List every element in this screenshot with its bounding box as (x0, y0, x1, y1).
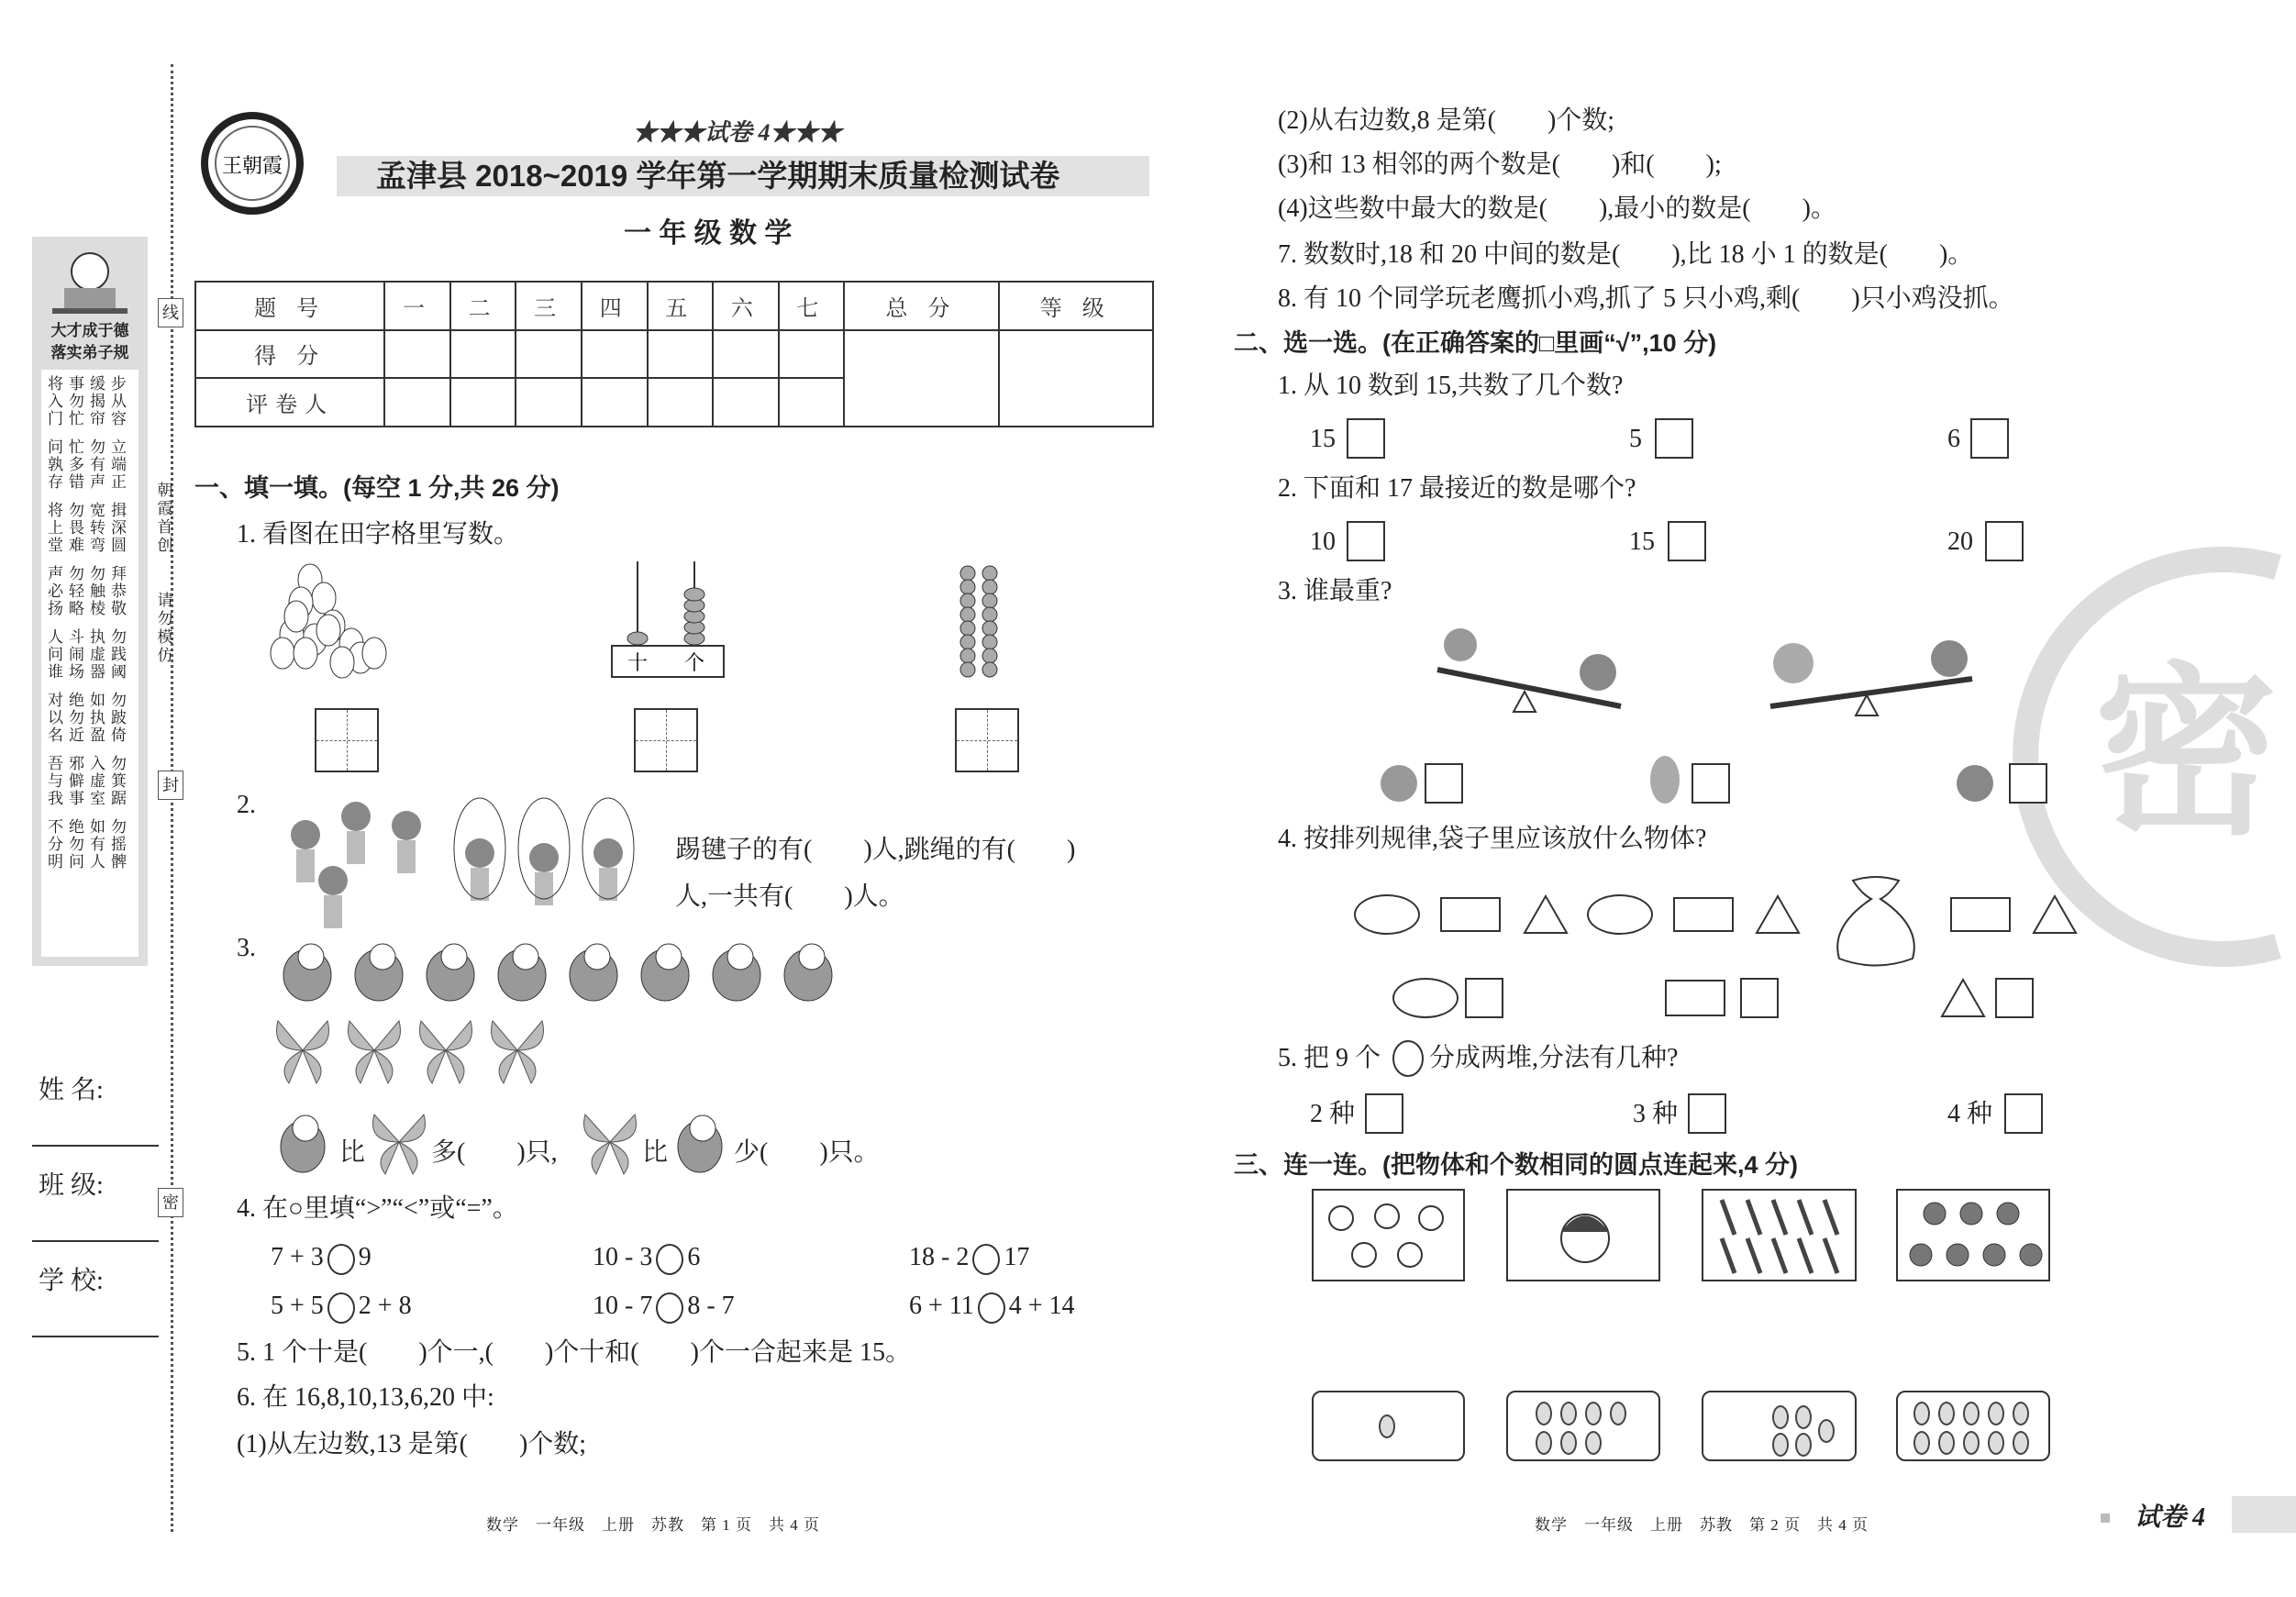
comparison-right: 17 (1004, 1243, 1030, 1271)
poem-row: 声勿勿拜 (48, 565, 132, 582)
poem-row: 堂难弯圆 (48, 537, 132, 554)
child-body (397, 840, 416, 873)
balloon (362, 638, 386, 669)
tab-decor (2101, 1514, 2110, 1523)
bee-head (656, 944, 682, 970)
binding-mark-feng: 封 (158, 771, 183, 800)
q7-text: 7. 数数时,18 和 20 中间的数是( ),比 18 小 1 的数是( )。 (1278, 240, 1974, 269)
s2-q3-checkbox-monkey[interactable] (1425, 763, 1463, 804)
binding-mark-xian: 线 (158, 298, 183, 327)
count-dot (1772, 1433, 1789, 1457)
motto-line-1: 大才成于德 (50, 322, 129, 339)
q6-part1: (1)从左边数,13 是第( )个数; (237, 1430, 587, 1458)
picture-card-pencils[interactable] (1702, 1189, 1857, 1281)
grader-cell[interactable] (713, 378, 779, 427)
comparison-circle-input[interactable] (972, 1244, 1000, 1275)
bead (960, 580, 975, 594)
q6-part2: (2)从右边数,8 是第( )个数; (1278, 106, 1615, 135)
circle-shape (1354, 894, 1420, 935)
flower (1910, 1244, 1932, 1266)
triangle-shape (2032, 894, 2078, 935)
panda-icon (1952, 758, 1998, 809)
bead-strings-illustration (954, 564, 1009, 693)
boy-face-picture (1508, 1191, 1662, 1283)
child-body (599, 868, 617, 901)
motto-sidebar (32, 237, 148, 966)
comparison-item (271, 1291, 412, 1324)
s2-q2-checkbox[interactable] (1985, 521, 2024, 561)
poem-row: 人斗执勿 (48, 628, 132, 646)
pencil (1825, 1200, 1837, 1235)
poem-stanza (45, 375, 135, 427)
pencil (1799, 1238, 1812, 1273)
q3-fewer-blank: 少( )只。 (734, 1138, 880, 1167)
row-label: 评卷人 (195, 378, 384, 427)
butterflies-row (271, 1014, 564, 1087)
comparison-circle-input[interactable] (656, 1292, 683, 1324)
count-dot (1585, 1402, 1602, 1425)
shuttlecock-child (291, 820, 320, 849)
bee-icon (271, 1105, 335, 1179)
s2-q1-checkbox[interactable] (1347, 418, 1385, 459)
exam-series: ★★★试卷 4★★★ (633, 119, 842, 146)
comparison-circle-input[interactable] (327, 1244, 355, 1275)
poem-row: 名近盈倚 (48, 726, 132, 744)
count-dot (1913, 1402, 1930, 1425)
poem-row: 孰多有端 (48, 456, 132, 473)
count-dot (1938, 1431, 1955, 1455)
grader-cell[interactable] (779, 378, 845, 427)
butterfly (420, 1021, 472, 1083)
count-dot (1795, 1433, 1812, 1457)
option-circle-shape (1392, 978, 1459, 1018)
count-dot (1963, 1431, 1980, 1455)
child-body (296, 849, 315, 882)
circle-shape (1587, 894, 1653, 935)
child-body (324, 895, 342, 928)
watermark-text: 密 (2093, 647, 2279, 860)
poem-row: 对绝如勿 (48, 692, 132, 709)
butterfly-icon (367, 1105, 431, 1179)
s2-q5-option-label: 2 种 (1310, 1100, 1356, 1128)
s2-q5-option-label: 3 种 (1633, 1100, 1679, 1128)
s2-q5-checkbox[interactable] (2004, 1093, 2043, 1134)
grader-cell[interactable] (450, 378, 516, 427)
s2-q5-text-post: 分成两堆,分法有几种? (1429, 1044, 1679, 1072)
class-label: 班 级: (39, 1171, 104, 1200)
dot-card[interactable] (1506, 1391, 1660, 1461)
s2-q2-text: 2. 下面和 17 最接近的数是哪个? (1278, 474, 1636, 503)
s2-q2-option-label: 20 (1947, 527, 1973, 556)
poem-row: 必轻触恭 (48, 582, 132, 600)
poem-row: 我事室踞 (48, 790, 132, 807)
picture-card-boy[interactable] (1506, 1189, 1660, 1281)
bag-icon (1821, 871, 1931, 972)
count-dot (1536, 1402, 1552, 1425)
s2-q3-checkbox-panda[interactable] (2009, 763, 2047, 804)
grader-cell[interactable] (384, 378, 450, 427)
q1-text: 1. 看图在田字格里写数。 (237, 520, 520, 549)
abacus-label-ones: 个 (683, 651, 705, 674)
answer-grid-beads[interactable] (955, 708, 1019, 772)
comparison-right: 4 + 14 (1008, 1292, 1075, 1320)
section2-heading: 二、选一选。(在正确答案的□里画“√”,10 分) (1234, 329, 1717, 357)
bead (982, 621, 997, 636)
class-field[interactable] (32, 1240, 159, 1242)
bead (960, 649, 975, 663)
poem-row: 明问人髀 (48, 853, 132, 871)
triangle-shape (1523, 894, 1569, 935)
square-shape (1950, 897, 2011, 932)
count-dot (1772, 1405, 1789, 1429)
butterfly (349, 1021, 401, 1083)
s2-q5-checkbox[interactable] (1365, 1093, 1403, 1134)
q3-number: 3. (237, 934, 256, 962)
answer-grid-balloons[interactable] (315, 708, 379, 772)
flower (2020, 1244, 2042, 1266)
table-header: 五 (648, 282, 714, 330)
balloon (312, 582, 336, 614)
pencil (1722, 1200, 1735, 1235)
comparison-circle-input[interactable] (978, 1292, 1005, 1324)
s2-q2-option-label: 10 (1310, 527, 1336, 556)
logo-text: 王朝霞 (221, 155, 283, 178)
q2-number: 2. (237, 791, 256, 819)
butterfly (277, 1021, 329, 1083)
s2-q5-option-label: 4 种 (1947, 1100, 1993, 1128)
deer-icon (1642, 743, 1688, 807)
s2-q5-text-pre: 5. 把 9 个 (1278, 1044, 1381, 1072)
pencils-picture (1703, 1191, 1858, 1283)
flower (1983, 1244, 2005, 1266)
circles-picture (1314, 1191, 1467, 1283)
child-body (535, 872, 553, 905)
comparison-circle-input[interactable] (656, 1244, 683, 1275)
pencil (1799, 1200, 1812, 1235)
bee-head (513, 944, 538, 970)
bead (982, 662, 997, 677)
poem-stanza (45, 692, 135, 744)
s2-q1-checkbox[interactable] (1655, 418, 1693, 459)
table-header: 七 (779, 282, 845, 330)
q3-compare-bi-2: 比 (642, 1138, 669, 1167)
q3-more-blank: 多( )只, (431, 1138, 558, 1167)
q6-part3: (3)和 13 相邻的两个数是( )和( ); (1278, 150, 1722, 179)
poem-row: 上畏转深 (48, 519, 132, 537)
score-cell[interactable] (582, 330, 648, 379)
student-reading-illustration (32, 244, 148, 327)
total-score-cell[interactable] (844, 330, 998, 427)
notice-original: 朝霞首创 (157, 482, 173, 554)
count-dot (2013, 1431, 2029, 1455)
comparison-right: 2 + 8 (358, 1292, 412, 1320)
answer-grid-abacus[interactable] (634, 708, 698, 772)
count-dot (1610, 1402, 1626, 1425)
poem-stanza (45, 502, 135, 554)
s2-q1-option-label: 15 (1310, 425, 1336, 453)
count-dot (1963, 1402, 1980, 1425)
table-header: 等 级 (999, 282, 1153, 330)
dot-card[interactable] (1312, 1391, 1465, 1461)
comparison-item (909, 1291, 1075, 1324)
rope-child (593, 838, 623, 868)
balloons-illustration (273, 561, 393, 690)
pencil (1825, 1238, 1837, 1273)
seesaw-monkey-panda (1433, 622, 1625, 723)
comparison-item (909, 1242, 1029, 1275)
s2-q3-text: 3. 谁最重? (1278, 577, 1392, 605)
notice-no-copy: 请勿模仿 (157, 592, 173, 664)
name-field[interactable] (32, 1145, 159, 1147)
comparison-item (271, 1242, 372, 1275)
butterfly (492, 1021, 544, 1083)
balloon (284, 601, 308, 632)
table-header: 四 (582, 282, 648, 330)
table-header: 一 (384, 282, 450, 330)
triangle-shape (1755, 894, 1801, 935)
bee-icon (668, 1105, 732, 1179)
poem-row: 谁场器阈 (48, 663, 132, 681)
score-table (194, 281, 1154, 427)
s2-q5-checkbox[interactable] (1688, 1093, 1726, 1134)
bee-head (727, 944, 753, 970)
grade-cell[interactable] (999, 330, 1153, 427)
s2-q1-checkbox[interactable] (1970, 418, 2009, 459)
q4-text: 4. 在○里填“>”“<”或“=”。 (237, 1194, 518, 1223)
comparison-right: 9 (358, 1243, 372, 1271)
bees-row (271, 925, 858, 1007)
bead (982, 635, 997, 649)
poem-row: 将勿宽揖 (48, 502, 132, 519)
score-cell[interactable] (516, 330, 582, 379)
comparison-left: 5 + 5 (271, 1292, 324, 1320)
count-dot (1988, 1431, 2004, 1455)
s2-q2-option-label: 15 (1629, 527, 1655, 556)
pencil (1747, 1200, 1760, 1235)
count-dot (1379, 1414, 1395, 1438)
shuttlecock-child (318, 866, 348, 895)
square-shape (1673, 897, 1734, 932)
wangzhaoxia-logo (202, 101, 303, 220)
comparison-item (593, 1291, 735, 1324)
comparison-left: 6 + 11 (909, 1292, 974, 1320)
score-cell[interactable] (450, 330, 516, 379)
rope-child (465, 838, 494, 868)
pencil (1773, 1238, 1786, 1273)
comparison-left: 10 - 7 (593, 1292, 653, 1320)
option-square-shape (1665, 980, 1725, 1016)
poem-row: 与僻虚箕 (48, 772, 132, 790)
dot-card[interactable] (1702, 1391, 1857, 1461)
grader-cell[interactable] (648, 378, 714, 427)
count-dot (1913, 1431, 1930, 1455)
bead (960, 662, 975, 677)
s2-q1-option-label: 5 (1629, 425, 1642, 453)
row-label: 得 分 (195, 330, 384, 379)
poem-row: 问忙勿立 (48, 438, 132, 456)
s2-q4-checkbox-triangle[interactable] (1995, 978, 2034, 1018)
poem-row: 将事缓步 (48, 375, 132, 393)
balloon (330, 647, 354, 678)
exam-tab-label: 试卷 4 (2135, 1503, 2206, 1532)
count-dot (1988, 1402, 2004, 1425)
poem-row: 入勿揭从 (48, 393, 132, 410)
poem-row: 吾邪入勿 (48, 755, 132, 772)
child-body (347, 831, 365, 864)
section1-heading: 一、填一填。(每空 1 分,共 26 分) (194, 474, 560, 502)
children-playing-illustration (278, 798, 645, 926)
q2-line2: 人,一共有( )人。 (675, 882, 904, 911)
shuttlecock-child (341, 802, 371, 831)
poem-stanza (45, 818, 135, 871)
bead (982, 607, 997, 622)
comparison-right: 8 - 7 (687, 1292, 735, 1320)
picture-card-circles[interactable] (1312, 1189, 1465, 1281)
bead (982, 580, 997, 594)
bee-head (298, 944, 324, 970)
s2-q4-checkbox-circle[interactable] (1465, 978, 1503, 1018)
bee-head (584, 944, 610, 970)
count-dot (1585, 1431, 1602, 1455)
butterfly-icon (578, 1105, 642, 1179)
poem-stanza (45, 438, 135, 491)
peach-icon (1390, 1037, 1426, 1077)
flowers-picture (1898, 1191, 2052, 1283)
table-header: 六 (713, 282, 779, 330)
option-triangle-shape (1940, 978, 1986, 1018)
footer-page-2: 数学 一年级 上册 苏教 第 2 页 共 4 页 (1535, 1516, 1869, 1534)
q3-compare-bi-1: 比 (339, 1138, 366, 1167)
bead (960, 621, 975, 636)
bead (960, 593, 975, 608)
poem-row: 存错声正 (48, 473, 132, 491)
bee-head (441, 944, 467, 970)
bead (982, 649, 997, 663)
seesaw-deer-panda (1766, 622, 1977, 723)
bead (960, 607, 975, 622)
score-cell[interactable] (648, 330, 714, 379)
count-dot (1818, 1419, 1835, 1443)
comparison-left: 10 - 3 (593, 1243, 653, 1271)
table-header: 总 分 (844, 282, 998, 330)
poem-row: 问闹虚践 (48, 646, 132, 663)
flower (1924, 1203, 1946, 1225)
bead (960, 566, 975, 581)
school-field[interactable] (32, 1336, 159, 1337)
flower (1997, 1203, 2019, 1225)
bead (960, 635, 975, 649)
q6-text: 6. 在 16,8,10,13,6,20 中: (237, 1383, 494, 1412)
score-cell[interactable] (713, 330, 779, 379)
flower (1960, 1203, 1982, 1225)
abacus-label-tens: 十 (627, 651, 649, 674)
exam-title: 孟津县 2018~2019 学年第一学期期末质量检测试卷 (376, 159, 1060, 193)
comparison-left: 18 - 2 (909, 1243, 970, 1271)
comparison-right: 6 (687, 1243, 701, 1271)
s2-q2-checkbox[interactable] (1347, 521, 1385, 561)
s2-q4-text: 4. 按排列规律,袋子里应该放什么物体? (1278, 825, 1707, 853)
poem-row: 门忙帘容 (48, 410, 132, 427)
pencil (1773, 1200, 1786, 1235)
score-cell[interactable] (779, 330, 845, 379)
shuttlecock-child (392, 811, 421, 840)
poem-stanza (45, 628, 135, 681)
poem-row: 分勿有摇 (48, 836, 132, 853)
school-label: 学 校: (39, 1267, 104, 1295)
section3-heading: 三、连一连。(把物体和个数相同的圆点连起来,4 分) (1234, 1151, 1799, 1179)
balloon (271, 638, 294, 669)
poem-row: 扬略棱敬 (48, 600, 132, 617)
count-dot (1938, 1402, 1955, 1425)
picture-card-flowers[interactable] (1896, 1189, 2050, 1281)
poem-row: 以勿执跛 (48, 709, 132, 726)
grader-cell[interactable] (582, 378, 648, 427)
count-dot (2013, 1402, 2029, 1425)
count-dot (1536, 1431, 1552, 1455)
table-header: 题 号 (195, 282, 384, 330)
bee-head (799, 944, 825, 970)
balloon (316, 615, 340, 646)
count-dot (1560, 1402, 1577, 1425)
pencil (1722, 1238, 1735, 1273)
s2-q1-text: 1. 从 10 数到 15,共数了几个数? (1278, 372, 1624, 400)
grader-cell[interactable] (516, 378, 582, 427)
balloon (294, 638, 317, 669)
s2-q4-checkbox-square[interactable] (1740, 978, 1779, 1018)
pencil (1747, 1238, 1760, 1273)
s2-q2-checkbox[interactable] (1668, 521, 1706, 561)
q2-line1: 踢毽子的有( )人,跳绳的有( ) (675, 836, 1076, 864)
child-body (471, 868, 489, 901)
s2-q3-checkbox-deer[interactable] (1691, 763, 1730, 804)
name-label: 姓 名: (39, 1076, 104, 1104)
exam-tab-block (2232, 1496, 2296, 1533)
count-dot (1795, 1405, 1812, 1429)
flower (1947, 1244, 1969, 1266)
count-dot (1560, 1431, 1577, 1455)
abacus-illustration (610, 561, 729, 690)
table-header: 二 (450, 282, 516, 330)
motto-line-2: 落实弟子规 (50, 344, 129, 361)
poem-stanza (45, 565, 135, 617)
binding-mark-mi: 密 (158, 1188, 183, 1217)
dizigui-poem (41, 370, 139, 957)
dot-card[interactable] (1896, 1391, 2050, 1461)
q6-part4: (4)这些数中最大的数是( ),最小的数是( )。 (1278, 194, 1836, 223)
s2-q1-option-label: 6 (1947, 425, 1960, 453)
poem-stanza (45, 755, 135, 807)
poem-row: 不绝如勿 (48, 818, 132, 836)
bee-head (370, 944, 395, 970)
q8-text: 8. 有 10 个同学玩老鹰抓小鸡,抓了 5 只小鸡,剩( )只小鸡没抓。 (1278, 284, 2014, 313)
comparison-item (593, 1242, 700, 1275)
comparison-circle-input[interactable] (327, 1292, 355, 1324)
bead (982, 566, 997, 581)
table-header: 三 (516, 282, 582, 330)
q5-text: 5. 1 个十是( )个一,( )个十和( )个一合起来是 15。 (237, 1338, 911, 1367)
monkey-icon (1376, 758, 1422, 809)
bead (982, 593, 997, 608)
footer-page-1: 数学 一年级 上册 苏教 第 1 页 共 4 页 (486, 1516, 820, 1534)
square-shape (1440, 897, 1501, 932)
comparison-left: 7 + 3 (271, 1243, 324, 1271)
score-cell[interactable] (384, 330, 450, 379)
exam-subject: 一 年 级 数 学 (624, 218, 793, 249)
rope-child (529, 843, 559, 872)
